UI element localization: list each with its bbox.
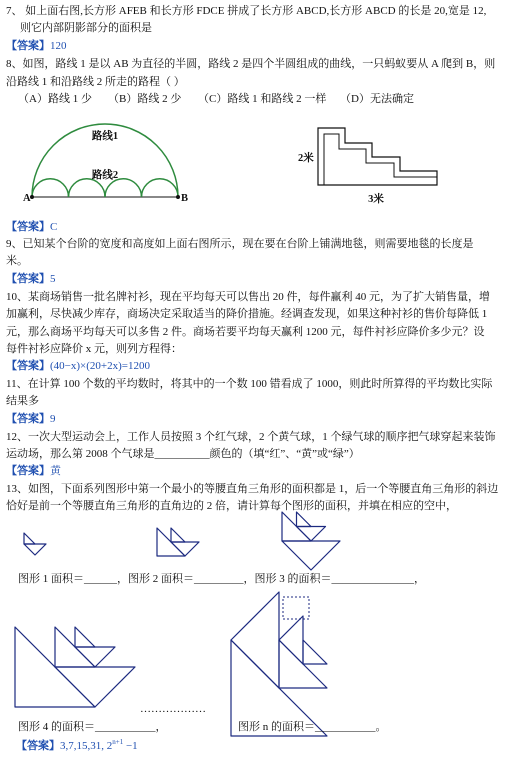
answer-formula-base: 2	[106, 740, 113, 752]
triangle	[279, 616, 303, 664]
q13-text-line-1: 13、如图，下面系列图形中第一个最小的等腰直角三角形的面积都是 1，后一个等腰直角三角形的斜边	[6, 483, 499, 495]
q11-text-line-2: 结果多	[6, 395, 39, 407]
answer-label: 【答案】	[16, 740, 60, 752]
answer-formula-exponent: n+1	[112, 738, 124, 746]
q12-text-line-2: 运动场，那么第 2008 个气球是__________颜色的（填“红”、“黄”或“绿”）	[6, 448, 360, 460]
answer-label: 【答案】	[6, 221, 50, 233]
q9-text-line-2: 米。	[6, 255, 28, 267]
q7-text-line-2: 则它内部阴影部分的面积是	[20, 22, 152, 34]
answer-label: 【答案】	[6, 360, 50, 372]
answer-label: 【答案】	[6, 413, 50, 425]
answer-value: 120	[50, 40, 67, 52]
q13-figure-4-area-blank: 图形 4 的面积＝___________，	[18, 721, 167, 733]
q7-text-line-1: 7、 如上面右图,长方形 AFEB 和长方形 FDCE 拼成了长方形 ABCD,长方形 ABCD 的长是 20,宽是 12,	[6, 5, 487, 17]
answer-label: 【答案】	[6, 40, 50, 52]
triangle	[303, 640, 327, 664]
point-b-label: B	[181, 193, 189, 204]
q8-text-line-2: 沿路线 1 和沿路线 2 所走的路程（ ）	[6, 76, 185, 88]
answer-value: 5	[50, 273, 56, 285]
q8-option-d: （D）无法确定	[340, 93, 414, 105]
triangle	[231, 592, 279, 688]
q10-text-line-3: 元，那么商场平均每天可以多售 2 件。商场若要平均每天赢利 1200 元，每件衬衫应降价多少元？设	[6, 326, 485, 338]
q10-text-line-1: 10、某商场销售一批名牌衬衫，现在平均每天可以售出 20 件，每件赢利 40 元，为了扩大销售量，增	[6, 291, 490, 303]
q13-figure-n-area-blank: 图形 n 的面积＝___________。	[238, 721, 387, 733]
q13-figure-1-3-area-blanks: 图形 1 面积＝______，图形 2 面积＝_________，图形 3 的面积＝_______________，	[18, 573, 425, 585]
q8-option-a: （A）路线 1 少	[18, 93, 92, 105]
q10-text-line-2: 加赢利，尽快减少库存，商场决定采取适当的降价措施。经调查发现，如果这种衬衫的售价每降低 1	[6, 308, 488, 320]
answer-value: 黄	[50, 465, 61, 477]
stair-height-label: 2米	[298, 153, 314, 164]
answer-formula-tail: −1	[123, 740, 138, 752]
stair-width-label: 3米	[368, 194, 384, 205]
route-1-label: 路线1	[91, 131, 119, 142]
sequence-ellipsis: ………………	[140, 703, 206, 715]
answer-value: C	[50, 221, 58, 233]
answer-equation: (40−x)×(20+2x)=1200	[50, 360, 150, 372]
q9-text-line-1: 9、已知某个台阶的宽度和高度如上面右图所示，现在要在台阶上铺满地毯，则需要地毯的长度是	[6, 238, 474, 250]
q13-answer	[16, 739, 138, 753]
q8-option-c: （C）路线 1 和路线 2 一样	[198, 93, 327, 105]
q8-option-b: （B）路线 2 少	[108, 93, 182, 105]
answer-value: 9	[50, 413, 56, 425]
continuation-dashed-outline	[283, 597, 309, 619]
q13-text-line-2: 恰好是前一个等腰直角三角形的直角边的 2 倍，请计算每个图形的面积，并填在相应的空中，	[6, 500, 457, 512]
point-a-label: A	[23, 193, 31, 204]
answer-values: 3,7,15,31,	[60, 740, 107, 752]
answer-label: 【答案】	[6, 465, 50, 477]
answer-label: 【答案】	[6, 273, 50, 285]
q12-text-line-1: 12、一次大型运动会上，工作人员按照 3 个红气球，2 个黄气球，1 个绿气球的顺序把气球穿起来装饰	[6, 431, 496, 443]
route-2-label: 路线2	[91, 170, 119, 181]
q11-text-line-1: 11、在计算 100 个数的平均数时，将其中的一个数 100 错看成了 1000，则此时所算得的平均数比实际	[6, 378, 493, 390]
q10-text-line-4: 每件衬衫应降价 x 元，则列方程得：	[6, 343, 182, 355]
q8-text-line-1: 8、如图，路线 1 是以 AB 为直径的半圆，路线 2 是四个半圆组成的曲线，一只蚂蚁要从 A 爬到 B，则	[6, 58, 496, 70]
